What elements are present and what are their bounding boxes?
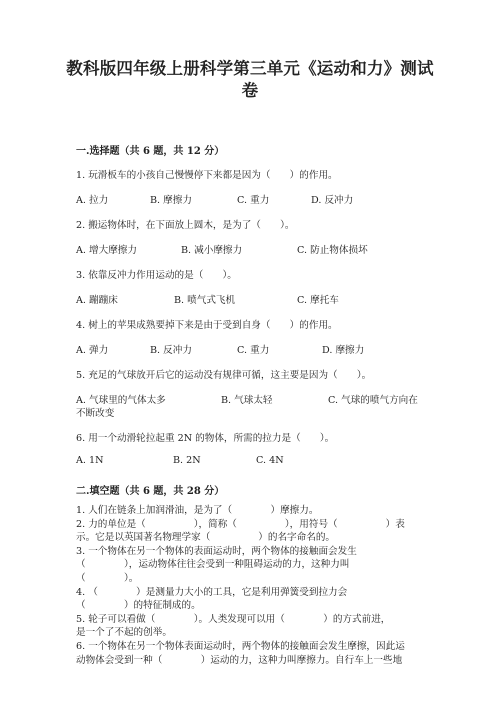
q6-option-c: C. 4N	[256, 455, 284, 466]
fill-line-2: 2. 力的单位是（ ），简称（ ），用符号（ ）表	[76, 519, 405, 530]
page-title	[60, 58, 440, 102]
q4-option-a: A. 弹力	[76, 345, 109, 356]
fill-line-11: 6. 一个物体在另一个物体表面运动时，两个物体的接触面会发生摩擦，因此运	[76, 641, 405, 652]
q2-option-b: B. 减小摩擦力	[181, 245, 243, 256]
fill-line-6: （ ）。	[76, 573, 139, 584]
question-1: 1. 玩滑板车的小孩自己慢慢停下来都是因为（ ）的作用。	[76, 170, 338, 181]
q5-option-c: C. 气球的喷气方向在	[328, 395, 418, 406]
fill-line-4: 3. 一个物体在另一个物体的表面运动时，两个物体的接触面会发生	[76, 546, 357, 557]
q5-option-b: B. 气球太轻	[221, 395, 273, 406]
q3-option-b: B. 喷气式飞机	[174, 295, 236, 306]
fill-line-8: （ ）的特征制成的。	[76, 600, 201, 611]
q6-option-b: B. 2N	[173, 455, 201, 466]
question-3: 3. 依靠反冲力作用运动的是（ ）。	[76, 270, 237, 281]
q6-option-a: A. 1N	[76, 455, 104, 466]
fill-line-9: 5. 轮子可以看做（ ）。人类发现可以用（ ）的方式前进，	[76, 614, 391, 625]
fill-line-1: 1. 人们在链条上加润滑油，是为了（ ）摩擦力。	[76, 505, 319, 516]
fill-line-7: 4. （ ）是测量力大小的工具，它是利用弹簧受到拉力会	[76, 587, 348, 598]
question-6: 6. 用一个动滑轮拉起重 2N 的物体，所需的拉力是（ ）。	[76, 433, 335, 444]
q4-option-b: B. 反冲力	[150, 345, 192, 356]
q5-option-a: A. 气球里的气体太多	[76, 395, 166, 406]
q1-option-c: C. 重力	[237, 195, 270, 206]
q4-option-d: D. 摩擦力	[322, 345, 365, 356]
fill-line-12: 动物体会受到一种（ ）运动的力，这种力叫摩擦力。自行车上一些地	[76, 655, 403, 666]
q1-option-b: B. 摩擦力	[150, 195, 192, 206]
fill-line-3: 示。它是以英国著名物理学家（ ）的名字命名的。	[76, 532, 336, 543]
q1-option-a: A. 拉力	[76, 195, 109, 206]
question-5: 5. 充足的气球放开后它的运动没有规律可循，这主要是因为（ ）。	[76, 370, 372, 381]
fill-line-10: 是一个了不起的创举。	[76, 627, 172, 638]
q4-option-c: C. 重力	[237, 345, 270, 356]
title-line-2: 卷	[241, 81, 259, 100]
title-line-1: 教科版四年级上册科学第三单元《运动和力》测试	[66, 59, 434, 78]
fill-line-5: （ ），运动物体往往会受到一种阻碍运动的力，这种力叫	[76, 559, 350, 570]
q2-option-a: A. 增大摩擦力	[76, 245, 137, 256]
question-2: 2. 搬运物体时，在下面放上圆木，是为了（ ）。	[76, 220, 295, 231]
q3-option-a: A. 蹦蹦床	[76, 295, 118, 306]
q5-option-c-continued: 不断改变	[76, 408, 115, 419]
section-heading-choice: 一.选择题（共 6 题，共 12 分）	[76, 146, 225, 157]
question-4: 4. 树上的苹果成熟要掉下来是由于受到自身（ ）的作用。	[76, 320, 338, 331]
q3-option-c: C. 摩托车	[297, 295, 339, 306]
section-heading-fill: 二.填空题（共 6 题，共 28 分）	[76, 486, 225, 497]
q1-option-d: D. 反冲力	[311, 195, 354, 206]
q2-option-c: C. 防止物体损坏	[297, 245, 368, 256]
